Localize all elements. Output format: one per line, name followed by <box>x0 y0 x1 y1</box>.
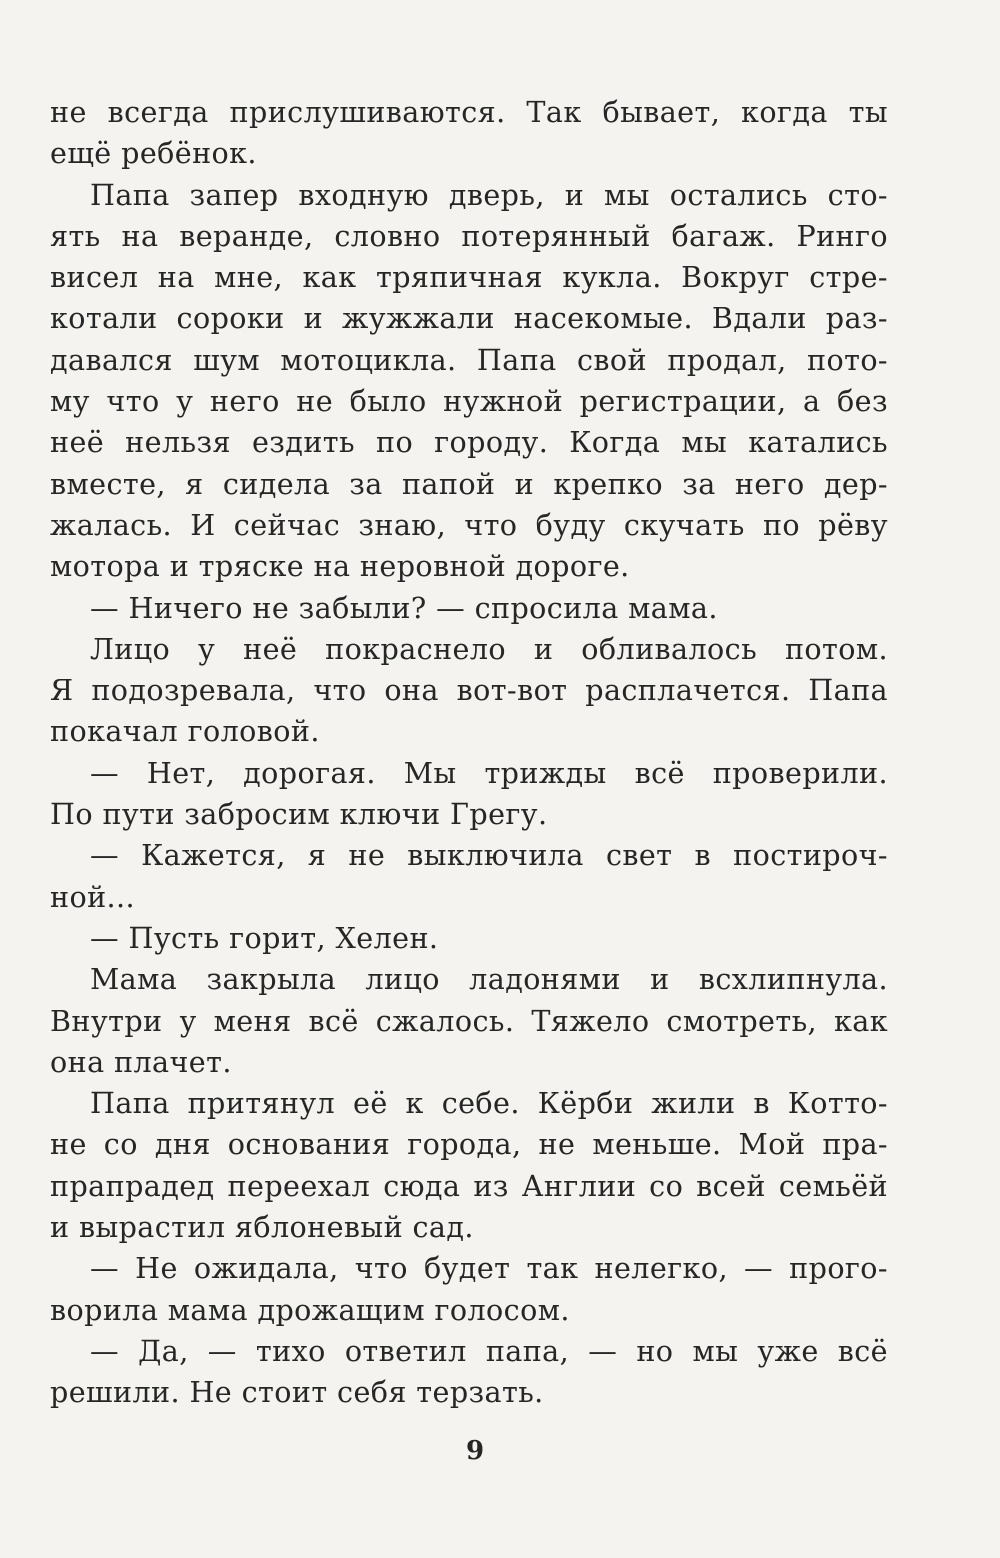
text-line: висел на мне, как тряпичная кукла. Вокруг стре- <box>50 260 888 295</box>
text-line: решили. Не стоит себя терзать. <box>50 1375 544 1410</box>
text-line: Папа запер входную дверь, и мы остались сто- <box>90 177 888 212</box>
text-line: ворила мама дрожащим голосом. <box>50 1292 570 1327</box>
text-line: Внутри у меня всё сжалось. Тяжело смотреть, как <box>50 1003 888 1038</box>
text-line: давался шум мотоцикла. Папа свой продал, пото- <box>50 342 888 377</box>
text-line: ять на веранде, словно потерянный багаж. Ринго <box>50 218 888 253</box>
text-line: ещё ребёнок. <box>50 136 257 171</box>
text-line: мотора и тряске на неровной дороге. <box>50 549 630 584</box>
text-line: — Да, — тихо ответил папа, — но мы уже всё <box>90 1333 888 1368</box>
text-line: — Нет, дорогая. Мы трижды всё проверили. <box>90 755 888 790</box>
text-line: котали сороки и жужжали насекомые. Вдали раз- <box>50 301 888 336</box>
text-line: Я подозревала, что она вот-вот расплачется. Папа <box>50 673 888 708</box>
text-line: прапрадед переехал сюда из Англии со всей семьёй <box>50 1168 888 1203</box>
text-line: покачал головой. <box>50 714 320 749</box>
text-line: — Не ожидала, что будет так нелегко, — прого- <box>90 1251 888 1286</box>
text-line: По пути забросим ключи Грегу. <box>50 797 548 832</box>
text-line: — Пусть горит, Хелен. <box>90 920 439 955</box>
text-line: ной... <box>50 879 135 914</box>
text-line: — Кажется, я не выключила свет в постироч- <box>90 838 888 873</box>
text-line: Папа притянул её к себе. Кёрби жили в Котто- <box>90 1086 888 1121</box>
text-line: и вырастил яблоневый сад. <box>50 1210 474 1245</box>
text-line: Лицо у неё покраснело и обливалось потом. <box>90 631 888 666</box>
text-line: — Ничего не забыли? — спросила мама. <box>90 590 718 625</box>
body-text <box>50 92 888 1414</box>
text-line: не всегда прислушиваются. Так бывает, когда ты <box>50 95 888 129</box>
text-line: му что у него не было нужной регистрации, а без <box>50 384 888 419</box>
text-line: вместе, я сидела за папой и крепко за него дер- <box>50 466 888 501</box>
page-number: 9 <box>465 1436 485 1466</box>
text-line: не со дня основания города, не меньше. Мой пра- <box>50 1127 888 1162</box>
text-line: Мама закрыла лицо ладонями и всхлипнула. <box>90 962 888 997</box>
text-line: неё нельзя ездить по городу. Когда мы катались <box>50 425 888 460</box>
text-line: жалась. И сейчас знаю, что буду скучать по рёву <box>50 507 888 542</box>
text-line: она плачет. <box>50 1044 232 1079</box>
